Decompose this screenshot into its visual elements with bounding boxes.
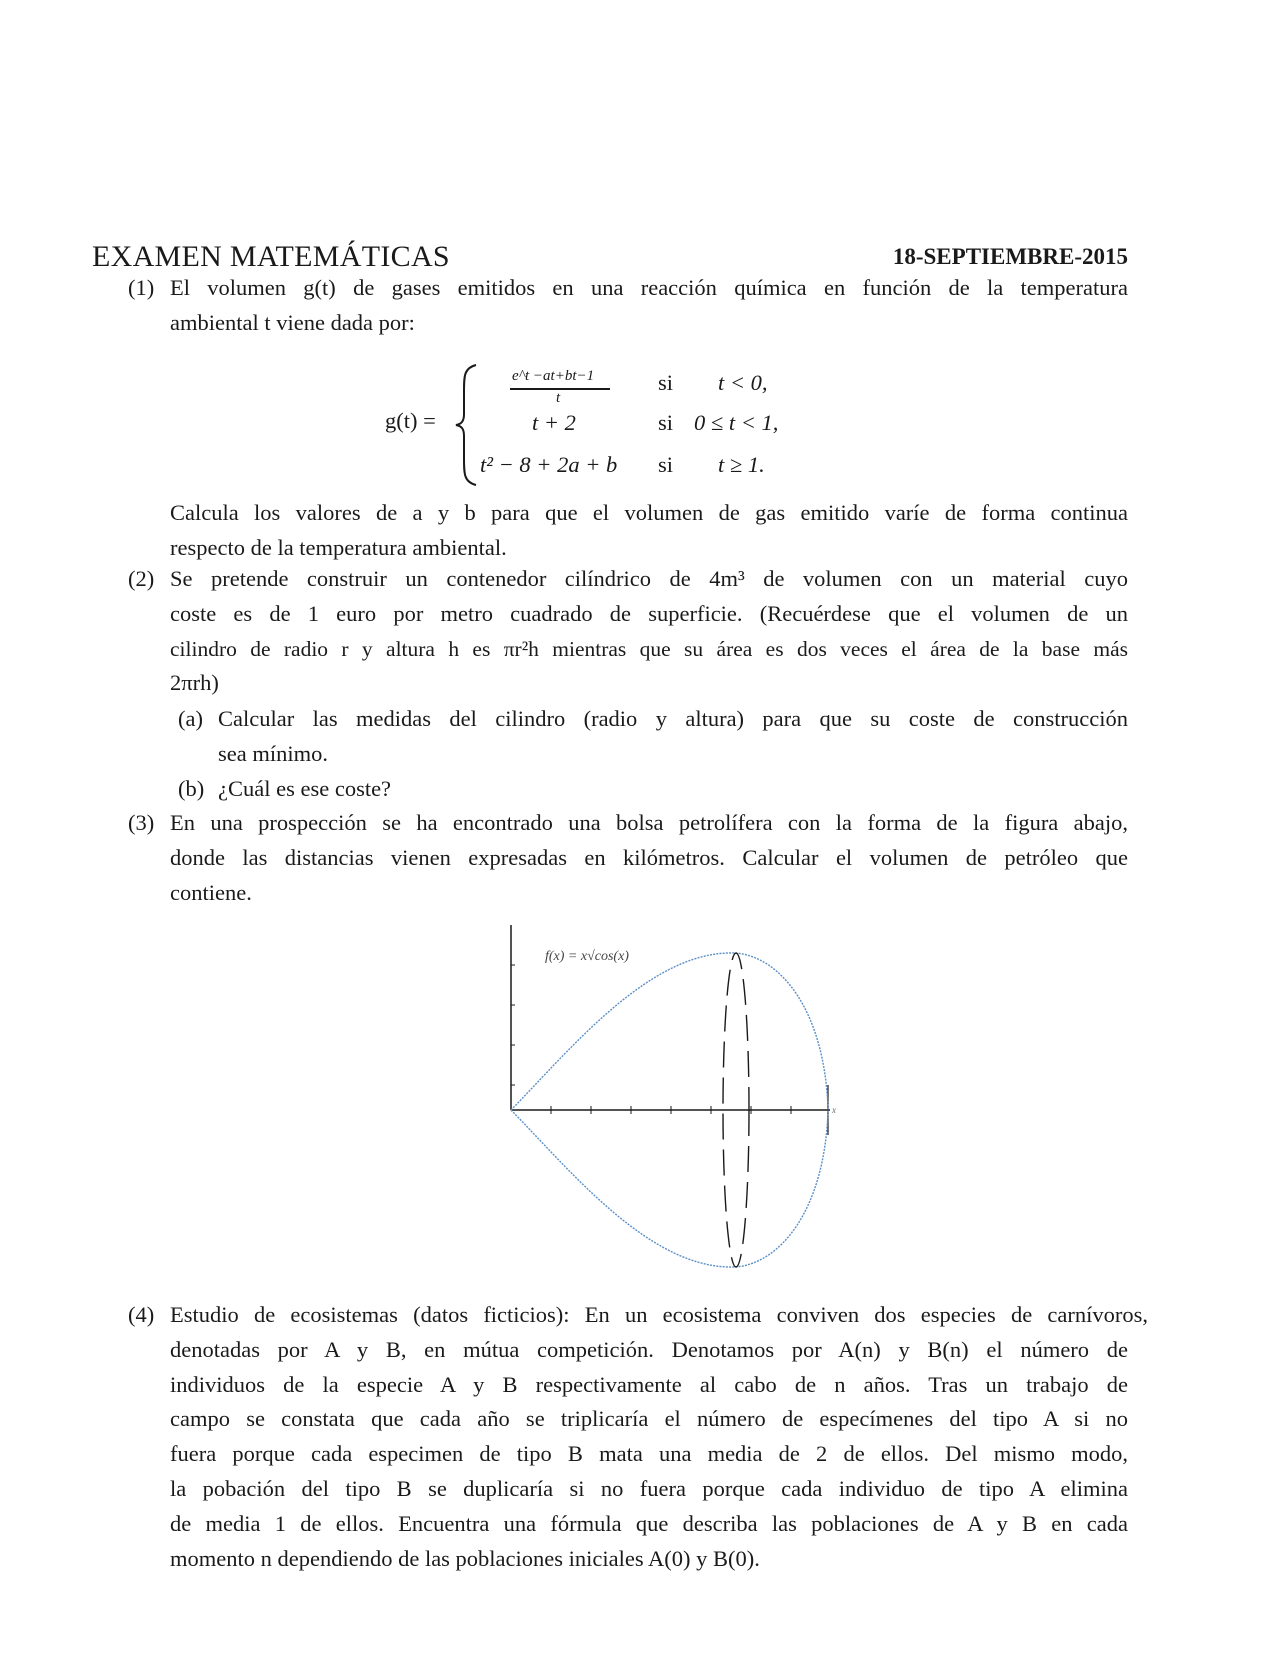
problem-2b-label: (b) bbox=[178, 776, 205, 801]
problem-2-number: (2) bbox=[128, 566, 155, 591]
case-2-expr: t + 2 bbox=[532, 410, 576, 435]
function-label: f(x) = x√cos(x) bbox=[545, 949, 629, 964]
problem-4-line: Estudio de ecosistemas (datos ficticios): En un ecosistema conviven dos especies de carnívoros, bbox=[170, 1302, 1148, 1327]
problem-3-number: (3) bbox=[128, 810, 155, 835]
problem-2b-line: ¿Cuál es ese coste? bbox=[218, 776, 392, 801]
problem-4-line: momento n dependiendo de las poblaciones iniciales A(0) y B(0). bbox=[170, 1545, 760, 1571]
case-3-condition: t ≥ 1. bbox=[718, 452, 765, 477]
problem-2a-label: (a) bbox=[178, 706, 203, 731]
case-1-si: si bbox=[658, 370, 674, 395]
problem-2-line: cilindro de radio r y altura h es πr²h mientras que su área es dos veces el área de la base más bbox=[170, 636, 1128, 661]
problem-2-line: Se pretende construir un contenedor cilíndrico de 4m³ de volumen con un material cuyo bbox=[170, 566, 1128, 591]
problem-1-question-line: respecto de la temperatura ambiental. bbox=[170, 534, 507, 560]
problem-2b-text bbox=[218, 772, 1128, 807]
problem-1-intro-line: ambiental t viene dada por: bbox=[170, 309, 415, 335]
case-1-numerator: e^t −at+bt−1 bbox=[512, 368, 595, 384]
problem-1-intro-line: El volumen g(t) de gases emitidos en una reacción química en función de la temperatura bbox=[170, 275, 1128, 300]
lower-curve bbox=[511, 1110, 828, 1267]
problem-4-text bbox=[170, 1298, 1148, 1576]
exam-date: 18-SEPTIEMBRE-2015 bbox=[892, 244, 1128, 269]
equation-lhs: g(t) = bbox=[385, 408, 436, 433]
case-3-si: si bbox=[658, 452, 674, 477]
case-1-denominator: t bbox=[556, 390, 561, 406]
problem-4-number: (4) bbox=[128, 1302, 155, 1327]
problem-2a-line: sea mínimo. bbox=[218, 740, 328, 766]
x-axis-label: x bbox=[832, 1105, 836, 1115]
problem-4-line: denotadas por A y B, en mútua competición. Denotamos por A(n) y B(n) el número de bbox=[170, 1336, 1128, 1362]
problem-1-question-line: Calcula los valores de a y b para que el volumen de gas emitido varíe de forma continua bbox=[170, 500, 1128, 525]
case-3-expr: t² − 8 + 2a + b bbox=[480, 452, 618, 477]
problem-4-line: fuera porque cada especimen de tipo B mata una media de 2 de ellos. Del mismo modo, bbox=[170, 1441, 1128, 1467]
left-brace-icon bbox=[452, 362, 482, 488]
upper-curve bbox=[511, 953, 828, 1110]
problem-2-line: 2πrh) bbox=[170, 670, 219, 696]
exam-title: EXAMEN MATEMÁTICAS bbox=[92, 240, 450, 273]
problem-2-text bbox=[170, 562, 1128, 701]
problem-4-line: la pobación del tipo B se duplicaría si no fuera porque cada individuo de tipo A elimina bbox=[170, 1475, 1128, 1501]
problem-3-text bbox=[170, 806, 1128, 910]
problem-4-line: individuos de la especie A y B respectivamente al cabo de n años. Tras un trabajo de bbox=[170, 1371, 1128, 1397]
case-2-si: si bbox=[658, 410, 674, 435]
problem-4-line: de media 1 de ellos. Encuentra una fórmula que describa las poblaciones de A y B en cada bbox=[170, 1510, 1128, 1536]
problem-1-intro bbox=[170, 271, 1128, 341]
problem-1-number: (1) bbox=[128, 275, 155, 300]
problem-4-line: campo se constata que cada año se triplicaría el número de especímenes del tipo A si no bbox=[170, 1406, 1128, 1432]
problem-2a-text bbox=[218, 702, 1128, 772]
problem-2a-line: Calcular las medidas del cilindro (radio y altura) para que su coste de construcción bbox=[218, 706, 1128, 731]
problem-3-line: contiene. bbox=[170, 879, 252, 905]
problem-1-question bbox=[170, 496, 1128, 566]
oil-pocket-figure bbox=[500, 920, 850, 1285]
case-1-condition: t < 0, bbox=[718, 370, 768, 395]
case-2-condition: 0 ≤ t < 1, bbox=[694, 410, 779, 435]
problem-3-line: donde las distancias vienen expresadas en kilómetros. Calcular el volumen de petróleo que bbox=[170, 844, 1128, 870]
problem-3-line: En una prospección se ha encontrado una bolsa petrolífera con la forma de la figura abajo, bbox=[170, 810, 1128, 835]
problem-2-line: coste es de 1 euro por metro cuadrado de superficie. (Recuérdese que el volumen de un bbox=[170, 600, 1128, 626]
